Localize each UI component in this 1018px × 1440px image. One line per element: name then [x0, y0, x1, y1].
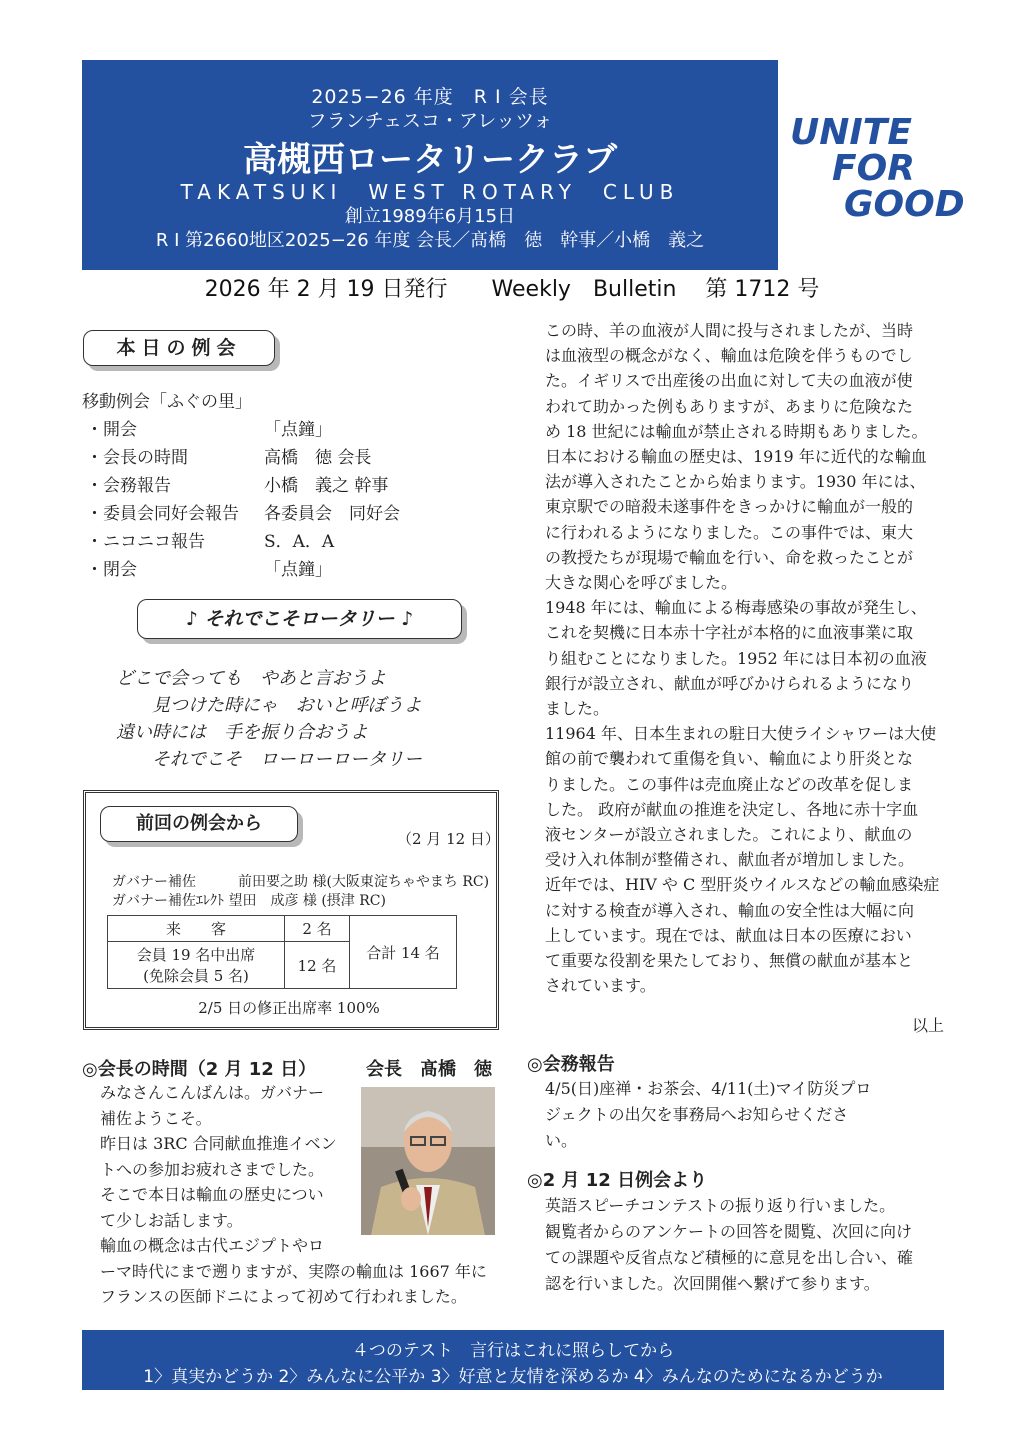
table-row: [108, 916, 457, 942]
program-item: ・会長の時間 高橋 徳 会長: [86, 448, 372, 468]
speech-line: フランスの医師ドニによって初めて行われました。: [100, 1287, 467, 1306]
speech-line: て少しお話します。: [100, 1210, 243, 1230]
report-line: 英語スピーチコンテストの振り返り行いました。: [545, 1196, 896, 1215]
article-line: 東京駅での暗殺未遂事件をきっかけに輸血が一般的: [545, 497, 914, 517]
speech-line: 補佐ようこそ。: [100, 1108, 212, 1128]
article-closing: 以上: [912, 1016, 945, 1035]
section-label-today: 本日の例会: [83, 330, 275, 366]
speech-line: トへの参加お疲れさまでした。: [100, 1159, 325, 1179]
speech-line: そこで本日は輸血の歴史につい: [100, 1185, 324, 1204]
attendance-table: [107, 915, 457, 989]
lyric-line: 見つけた時にゃ おいと呼ぼうよ: [152, 695, 422, 716]
previous-meeting-date: （2 月 12 日）: [397, 830, 500, 848]
office-report-heading: ◎会務報告: [527, 1054, 615, 1075]
program-item: ・委員会同好会報告 各委員会 同好会: [86, 504, 400, 524]
governor-assistant-line: ガバナー補佐 前田要之助 様(大阪東淀ちゃやまち RC): [112, 874, 490, 890]
slogan-logo: [790, 112, 965, 225]
section-label-song: ♪ それでこそロータリー ♪: [137, 599, 462, 639]
program-item: ・開会 「点鐘」: [86, 420, 332, 440]
article-line: 上しています。現在では、献血は日本の医療におい: [545, 925, 912, 945]
speech-line: 昨日は 3RC 合同献血推進イベン: [100, 1134, 337, 1153]
section-label-previous: 前回の例会から: [100, 806, 298, 842]
article-line: 日本における輸血の歴史は、1919 年に近代的な輸血: [545, 447, 927, 467]
attendance-rate: 2/5 日の修正出席率 100%: [198, 999, 380, 1017]
report-line: 4/5(日)座禅・お茶会、4/11(土)マイ防災プロ: [545, 1079, 872, 1098]
report-line: ジェクトの出欠を事務局へお知らせくださ: [545, 1105, 849, 1124]
article-line: 受け入れ体制が整備され、献血者が増加しました。: [545, 850, 914, 870]
club-name-english: TAKATSUKI WEST ROTARY CLUB: [180, 180, 680, 204]
article-line: 銀行が設立され、献血が呼びかけられるようになり: [545, 673, 914, 693]
article-line: て重要な役割を果たしており、無償の献血が基本と: [545, 951, 914, 971]
article-line: この時、羊の血液が人間に投与されましたが、当時: [545, 321, 914, 340]
meeting-report-heading: ◎2 月 12 日例会より: [527, 1170, 708, 1191]
president-heading: ◎会長の時間（2 月 12 日）: [82, 1059, 317, 1080]
article-line: 液センターが設立されました。これにより、献血の: [545, 825, 913, 845]
governor-assistant-elect-line: ガバナー補佐ｴﾚｸﾄ 望田 成彦 様 (摂津 RC): [112, 893, 386, 909]
program-title: 移動例会「ふぐの里」: [82, 392, 252, 412]
article-line: の教授たちが現場で輸血を行い、命を救ったことが: [545, 547, 914, 567]
members-label: 会員 19 名中出席 (免除会員 5 名): [108, 942, 285, 989]
slogan-word: FOR: [832, 148, 915, 189]
speech-line: みなさんこんばんは。ガバナー: [100, 1083, 325, 1102]
article-line: は血液型の概念がなく、輸血は危険を伴うものでし: [545, 346, 913, 366]
article-line: 館の前で襲われて重傷を負い、輸血により肝炎とな: [545, 749, 914, 769]
ri-year-line: 2025−26 年度 R I 会長: [311, 86, 549, 108]
report-line: 認を行いました。次回開催へ繋げて参ります。: [545, 1274, 880, 1293]
article-line: 1948 年には、輸血による梅毒感染の事故が発生し、: [545, 598, 927, 618]
lyric-line: 遠い時には 手を振り合おうよ: [116, 722, 368, 743]
founded-date: 創立1989年6月15日: [344, 206, 516, 227]
lyric-line: それでこそ ローローロータリー: [152, 749, 422, 770]
district-officers: R I 第2660地区2025−26 年度 会長／髙橋 徳 幹事／小橋 義之: [155, 230, 705, 251]
program-item: ・閉会 「点鐘」: [86, 560, 332, 580]
president-signature: 会長 髙橋 徳: [366, 1059, 492, 1080]
masthead: [82, 60, 778, 270]
members-value: 12 名: [285, 942, 350, 989]
meeting-report: [545, 1193, 940, 1297]
guests-value: 2 名: [285, 916, 350, 942]
article-line: た。イギリスで出産後の出血に対して夫の血液が使: [545, 371, 913, 391]
speech-line: 輸血の概念は古代エジプトやロ: [100, 1236, 325, 1255]
report-line: 観覧者からのアンケートの回答を閲覧、次回に向け: [545, 1222, 913, 1241]
guests-label: 来 客: [108, 916, 285, 942]
speech-line: ーマ時代にまで遡りますが、実際の輸血は 1667 年に: [100, 1261, 487, 1281]
article-line: した。 政府が献血の推進を決定し、各地に赤十字血: [545, 799, 919, 819]
article-line: りました。この事件は売血廃止などの改革を促しま: [545, 774, 914, 794]
lyric-line: どこで会っても やあと言おうよ: [116, 668, 386, 689]
song-lyrics: [116, 665, 422, 773]
blood-transfusion-article: [545, 318, 945, 998]
today-program: [82, 388, 400, 584]
article-line: 法が導入されたことから始まります。1930 年には、: [545, 472, 926, 492]
program-item: ・会務報告 小橋 義之 幹事: [86, 476, 389, 496]
slogan-word: UNITE: [790, 112, 912, 153]
article-line: に対する検査が導入され、輸血の安全性は大幅に向: [545, 900, 914, 920]
four-way-test-items: 1〉真実かどうか 2〉みんなに公平か 3〉好意と友情を深めるか 4〉みんなのためになるかどうか: [143, 1367, 883, 1387]
president-speech: [100, 1080, 500, 1310]
slogan-word: GOOD: [844, 184, 965, 225]
governor-assistants: [112, 873, 489, 911]
article-line: 近年では、HIV や C 型肝炎ウイルスなどの輸血感染症: [545, 875, 940, 895]
article-line: に行われるようになりました。この事件では、東大: [545, 522, 914, 542]
article-line: われて助かった例もありますが、あまりに危険なた: [545, 396, 914, 416]
program-item: ・ニコニコ報告 S．A．A: [86, 532, 335, 552]
article-line: されています。: [545, 976, 656, 996]
four-way-test-footer: [82, 1330, 944, 1390]
club-name: 高槻西ロータリークラブ: [243, 140, 617, 180]
four-way-test-title: ４つのテスト 言行はこれに照らしてから: [351, 1341, 675, 1361]
report-line: ての課題や反省点など積極的に意見を出し合い、確: [545, 1248, 914, 1267]
article-line: り組むことになりました。1952 年には日本初の血液: [545, 648, 927, 668]
article-line: ました。: [545, 699, 610, 719]
article-line: 11964 年、日本生まれの駐日大使ライシャワーは大使: [545, 724, 937, 744]
article-line: 大きな関心を呼びました。: [545, 573, 738, 593]
article-line: これを契機に日本赤十字社が本格的に血液事業に取: [545, 623, 914, 643]
office-report: [545, 1076, 935, 1154]
article-line: め 18 世紀には輸血が禁止される時期もありました。: [545, 421, 928, 441]
report-line: い。: [545, 1131, 578, 1150]
attendance-total: 合計 14 名: [350, 916, 457, 989]
issue-line: 2026 年 2 月 19 日発行 Weekly Bulletin 第 1712 号: [204, 277, 820, 302]
ri-president-name: フランチェスコ・アレッツォ: [307, 110, 553, 132]
